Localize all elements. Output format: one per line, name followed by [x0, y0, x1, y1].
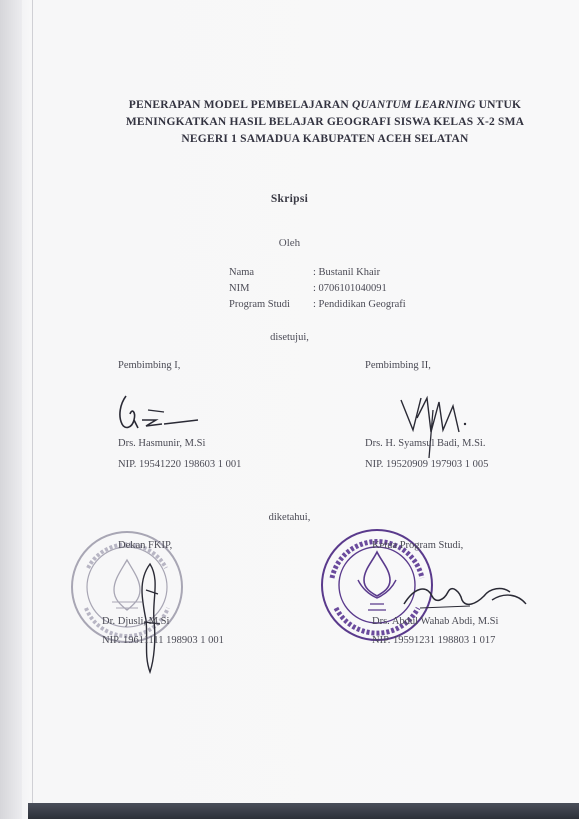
scan-bottom-edge	[28, 803, 579, 819]
binding-spine	[0, 0, 22, 819]
title-prefix: PENERAPAN MODEL PEMBELAJARAN	[128, 99, 352, 111]
signature-supervisor-1	[112, 390, 202, 440]
field-label: Nama	[229, 267, 255, 278]
dean-nip: NIP. 19611111 198903 1 001	[102, 635, 224, 646]
field-label: Program Studi	[229, 299, 290, 310]
supervisor-1-name: Drs. Hasmunir, M.Si	[118, 438, 206, 449]
title-line-2: MENINGKATKAN HASIL BELAJAR GEOGRAFI SISWA KELAS X-2 SMA	[125, 116, 525, 128]
field-label: NIM	[229, 283, 250, 294]
field-value: : 0706101040091	[313, 283, 387, 294]
signature-supervisor-2	[395, 392, 475, 462]
field-value: : Pendidikan Geografi	[313, 299, 406, 310]
head-nip: NIP. 19591231 198803 1 017	[372, 635, 496, 646]
supervisor-2-name: Drs. H. Syamsul Badi, M.Si.	[365, 438, 486, 449]
approved-label: disetujui,	[270, 332, 309, 343]
title-italic: QUANTUM LEARNING	[351, 99, 476, 111]
title-line-3: NEGERI 1 SAMADUA KABUPATEN ACEH SELATAN	[181, 133, 469, 145]
supervisor-1-nip: NIP. 19541220 198603 1 001	[118, 459, 242, 470]
signature-head	[400, 574, 530, 614]
supervisor-2-nip: NIP. 19520909 197903 1 005	[365, 459, 489, 470]
title-line-1	[110, 97, 540, 114]
document-type: Skripsi	[270, 193, 309, 205]
by-label: Oleh	[278, 237, 301, 249]
page-fold-line	[32, 0, 33, 819]
dean-role: Dekan FKIP,	[118, 540, 173, 551]
dean-name: Dr. Djusli, M.Si	[102, 616, 170, 627]
field-value: : Bustanil Khair	[313, 267, 381, 278]
acknowledged-label: diketahui,	[268, 512, 311, 523]
head-name: Drs. Abdul Wahab Abdi, M.Si	[372, 616, 499, 627]
title-suffix: UNTUK	[475, 99, 522, 111]
supervisor-2-role: Pembimbing II,	[365, 360, 431, 371]
head-role: Ketua Program Studi,	[372, 540, 464, 551]
supervisor-1-role: Pembimbing I,	[118, 360, 181, 371]
